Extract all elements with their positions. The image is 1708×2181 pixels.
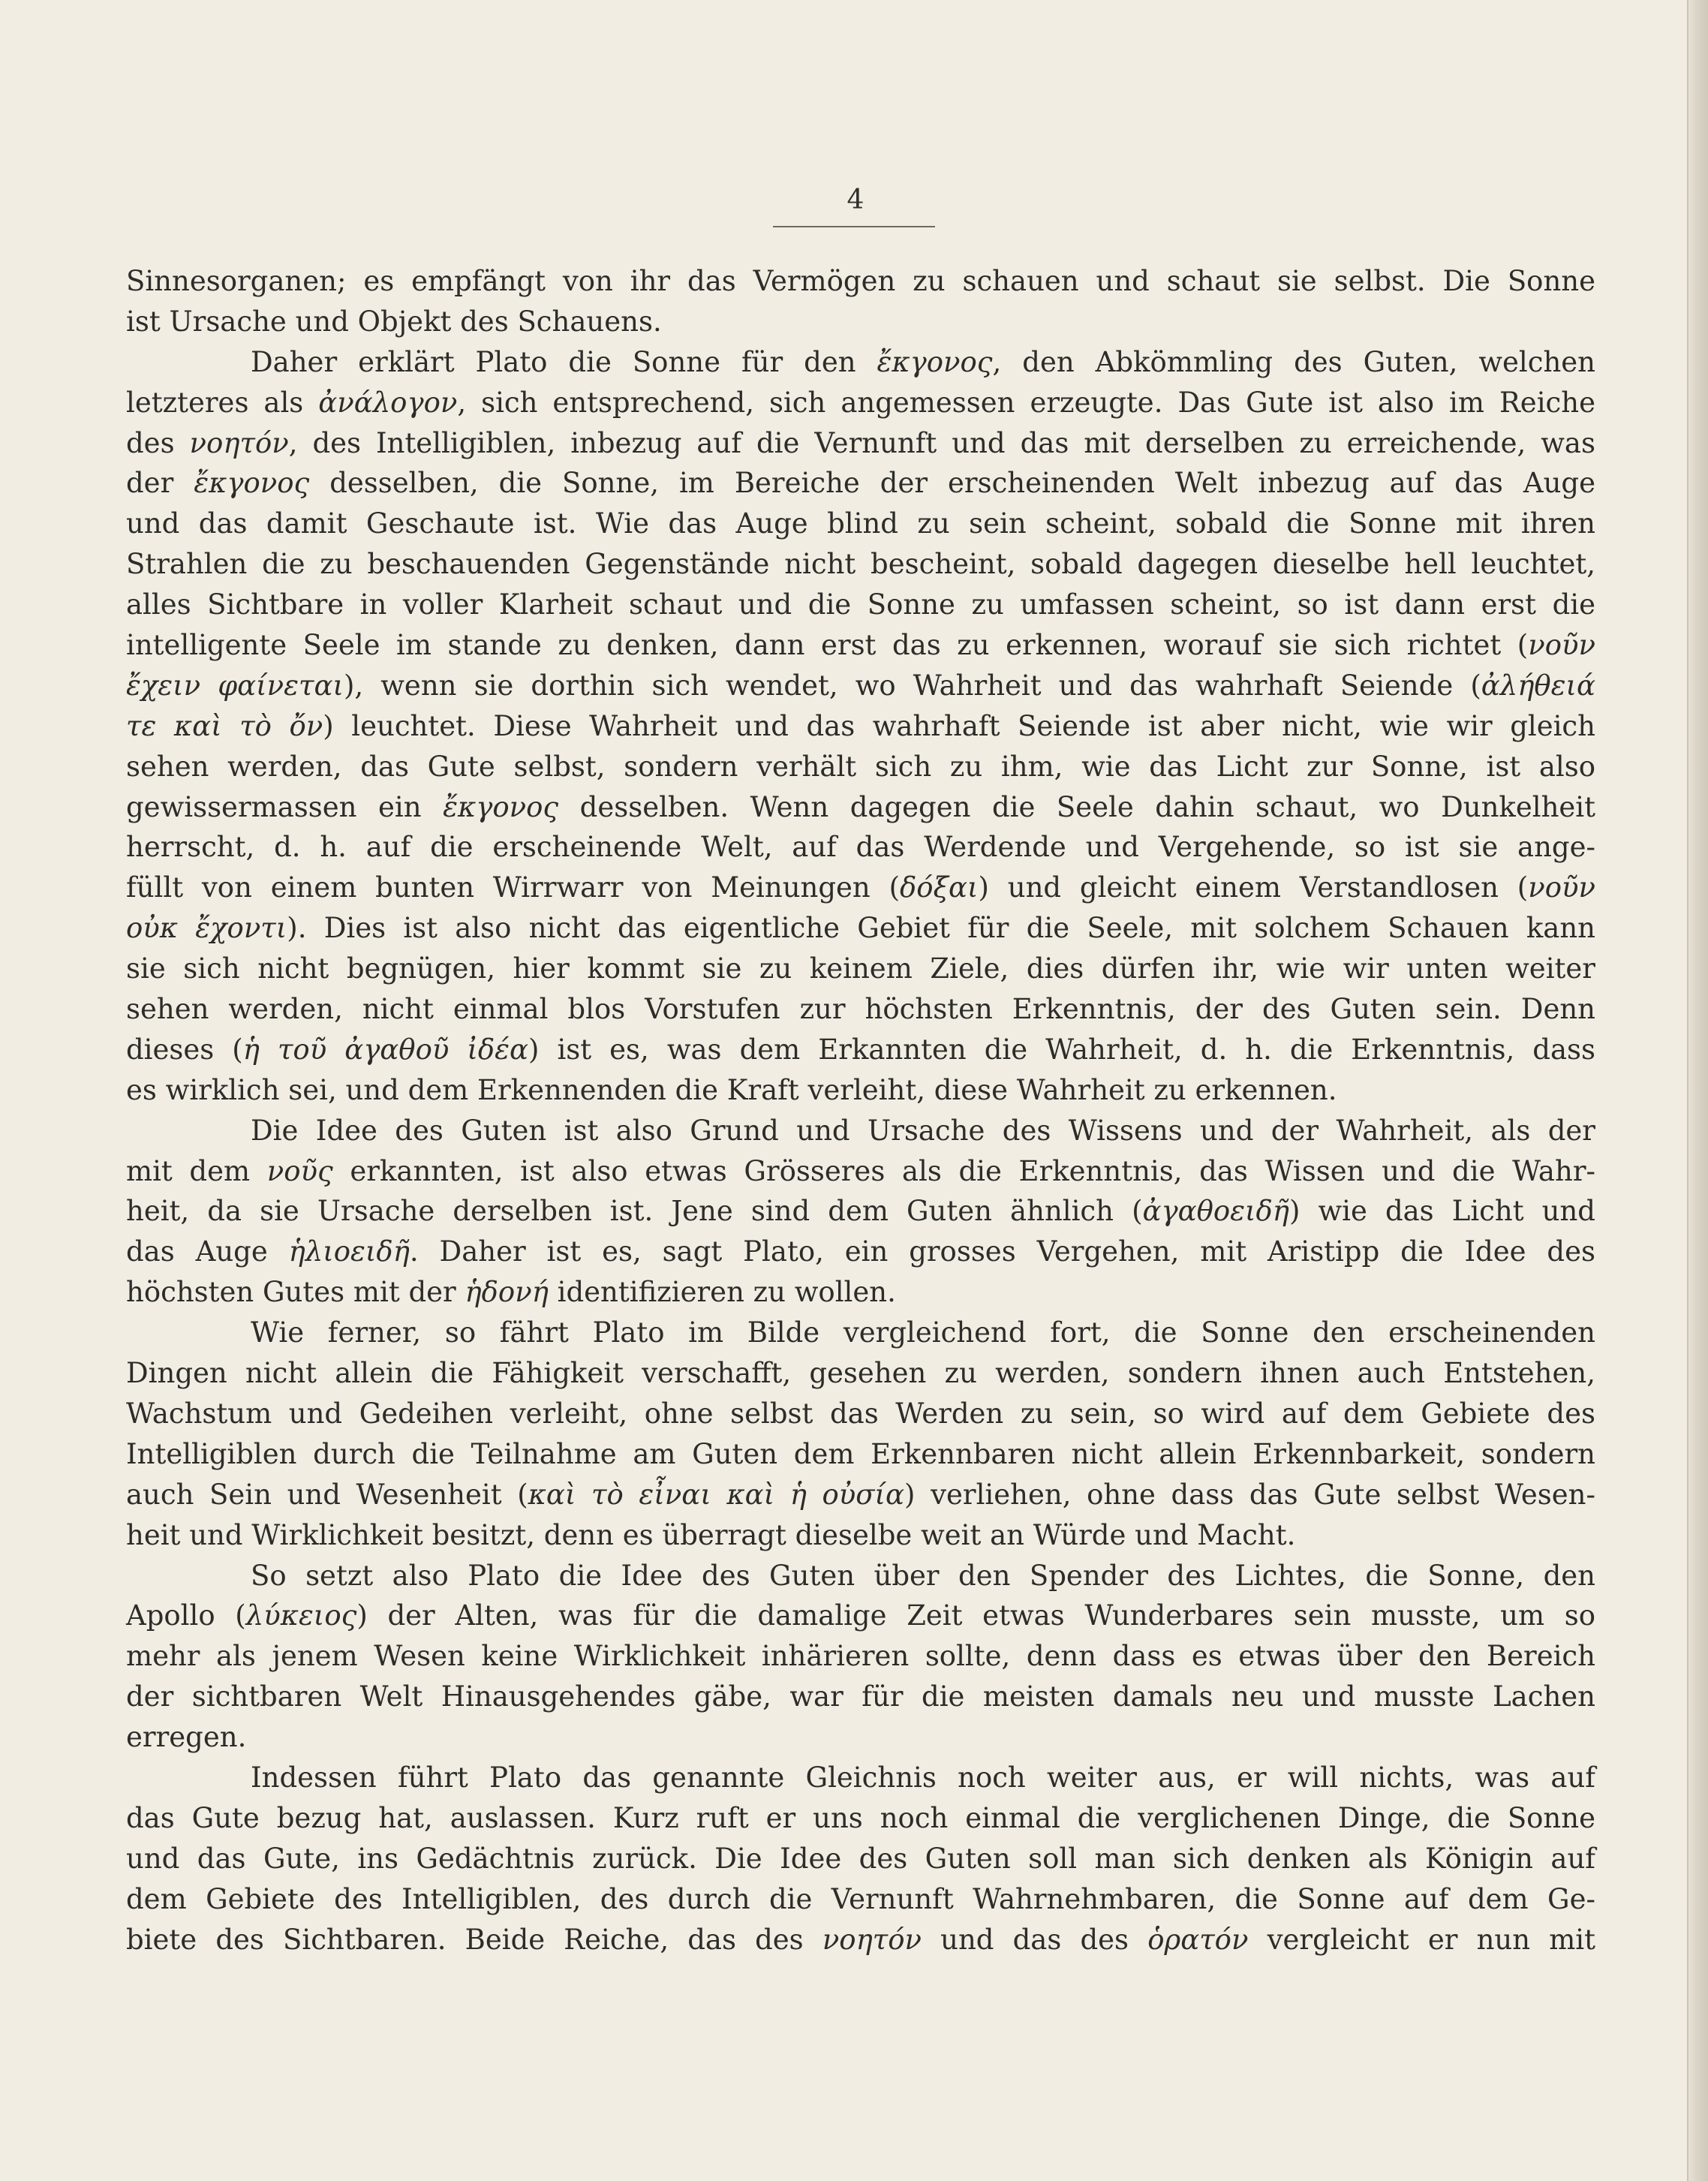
text-line: und das damit Geschaute ist. Wie das Auge blind zu sein scheint, sobald die Sonne mit ihren (126, 507, 1595, 540)
text-line: alles Sichtbare in voller Klarheit schaut und die Sonne zu umfassen scheint, so ist dann erst die (126, 588, 1595, 621)
text-line: gewissermassen ein ἔκγονος desselben. Wenn dagegen die Seele dahin schaut, wo Dunkelheit (126, 790, 1596, 823)
text-line: Strahlen die zu beschauenden Gegenstände nicht bescheint, sobald dagegen dieselbe hell leuchtet, (126, 548, 1595, 581)
text-line: Dingen nicht allein die Fähigkeit verschafft, gesehen zu werden, sondern ihnen auch Entstehen, (126, 1357, 1595, 1390)
text-line: Wachstum und Gedeihen verleiht, ohne selbst das Werden zu sein, so wird auf dem Gebiete des (126, 1397, 1595, 1430)
text-line: biete des Sichtbaren. Beide Reiche, das des νοητόν und das des ὁρατόν vergleicht er nun mit (126, 1923, 1596, 1956)
text-line: sehen werden, nicht einmal blos Vorstufen zur höchsten Erkenntnis, der des Guten sein. Denn (126, 993, 1595, 1026)
text-line: Sinnesorganen; es empfängt von ihr das Vermögen zu schauen und schaut sie selbst. Die Sonne (126, 265, 1595, 297)
text-line: dieses (ἡ τοῦ ἀγαθοῦ ἰδέα) ist es, was dem Erkannten die Wahrheit, d. h. die Erkenntnis, dass (126, 1033, 1595, 1066)
text-line: heit, da sie Ursache derselben ist. Jene sind dem Guten ähnlich (ἀγαθοειδῆ) wie das Licht und (126, 1195, 1595, 1228)
text-line: ἔχειν φαίνεται), wenn sie dorthin sich wendet, wo Wahrheit und das wahrhaft Seiende (ἀλήθειά (126, 669, 1595, 702)
text-line: intelligente Seele im stande zu denken, dann erst das zu erkennen, worauf sie sich richtet (νοῦν (126, 629, 1595, 662)
text-line: und das Gute, ins Gedächtnis zurück. Die Idee des Guten soll man sich denken als Königin auf (126, 1842, 1595, 1875)
paragraph-first-line: Wie ferner, so fährt Plato im Bilde vergleichend fort, die Sonne den erscheinenden (251, 1316, 1595, 1349)
body-text (126, 261, 1595, 1960)
text-line: mehr als jenem Wesen keine Wirklichkeit inhärieren sollte, denn dass es etwas über den Bereich (126, 1640, 1595, 1673)
text-line: sie sich nicht begnügen, hier kommt sie zu keinem Ziele, dies dürfen ihr, wie wir unten weiter (126, 952, 1595, 985)
paragraph-first-line: Die Idee des Guten ist also Grund und Ursache des Wissens und der Wahrheit, als der (251, 1114, 1595, 1147)
text-line: dem Gebiete des Intelligiblen, des durch die Vernunft Wahrnehmbaren, die Sonne auf dem Ge- (126, 1882, 1595, 1915)
text-line: erregen. (126, 1721, 247, 1754)
paragraph-first-line: Daher erklärt Plato die Sonne für den ἔκγονος, den Abkömmling des Guten, welchen (251, 345, 1595, 378)
paragraph-first-line: Indessen führt Plato das genannte Gleichnis noch weiter aus, er will nichts, was auf (251, 1761, 1595, 1794)
text-line: füllt von einem bunten Wirrwarr von Meinungen (δόξαι) und gleicht einem Verstandlosen (νοῦν (126, 871, 1595, 904)
text-line: es wirklich sei, und dem Erkennenden die Kraft verleiht, diese Wahrheit zu erkennen. (126, 1073, 1337, 1106)
text-line: letzteres als ἀνάλογον, sich entsprechend, sich angemessen erzeugte. Das Gute ist also im Reiche (126, 386, 1595, 419)
text-line: das Gute bezug hat, auslassen. Kurz ruft er uns noch einmal die verglichenen Dinge, die Sonne (126, 1801, 1595, 1834)
text-line: der sichtbaren Welt Hinausgehendes gäbe, war für die meisten damals neu und musste Lachen (126, 1680, 1595, 1713)
text-line: Apollo (λύκειος) der Alten, was für die damalige Zeit etwas Wunderbares sein musste, um so (126, 1599, 1595, 1632)
text-line: οὐκ ἔχοντι). Dies ist also nicht das eigentliche Gebiet für die Seele, mit solchem Schauen kann (126, 912, 1595, 945)
text-line: τε καὶ τὸ ὄν) leuchtet. Diese Wahrheit und das wahrhaft Seiende ist aber nicht, wie wir gleich (126, 709, 1595, 742)
page-number-rule (773, 226, 935, 227)
text-line: ist Ursache und Objekt des Schauens. (126, 305, 662, 338)
page-number: 4 (846, 185, 865, 215)
text-line: Intelligiblen durch die Teilnahme am Guten dem Erkennbaren nicht allein Erkennbarkeit, sondern (126, 1437, 1595, 1470)
paragraph-first-line: So setzt also Plato die Idee des Guten über den Spender des Lichtes, die Sonne, den (251, 1559, 1595, 1592)
page-edge (1688, 0, 1708, 2181)
text-line: des νοητόν, des Intelligiblen, inbezug auf die Vernunft und das mit derselben zu erreichende, was (126, 426, 1595, 459)
text-line: mit dem νοῦς erkannten, ist also etwas Grösseres als die Erkenntnis, das Wissen und die Wahr- (126, 1154, 1596, 1187)
text-line: höchsten Gutes mit der ἡδονή identifizieren zu wollen. (126, 1276, 896, 1309)
text-line: das Auge ἡλιοειδῆ. Daher ist es, sagt Plato, ein grosses Vergehen, mit Aristipp die Idee des (126, 1235, 1596, 1268)
text-line: sehen werden, das Gute selbst, sondern verhält sich zu ihm, wie das Licht zur Sonne, ist also (126, 750, 1595, 783)
text-line: heit und Wirklichkeit besitzt, denn es überragt dieselbe weit an Würde und Macht. (126, 1518, 1296, 1551)
text-line: der ἔκγονος desselben, die Sonne, im Bereiche der erscheinenden Welt inbezug auf das Auge (126, 467, 1596, 500)
text-line: auch Sein und Wesenheit (καὶ τὸ εἶναι καὶ ἡ οὐσία) verliehen, ohne dass das Gute selbst Wesen- (126, 1478, 1595, 1511)
text-line: herrscht, d. h. auf die erscheinende Welt, auf das Werdende und Vergehende, so ist sie ange- (126, 831, 1595, 864)
